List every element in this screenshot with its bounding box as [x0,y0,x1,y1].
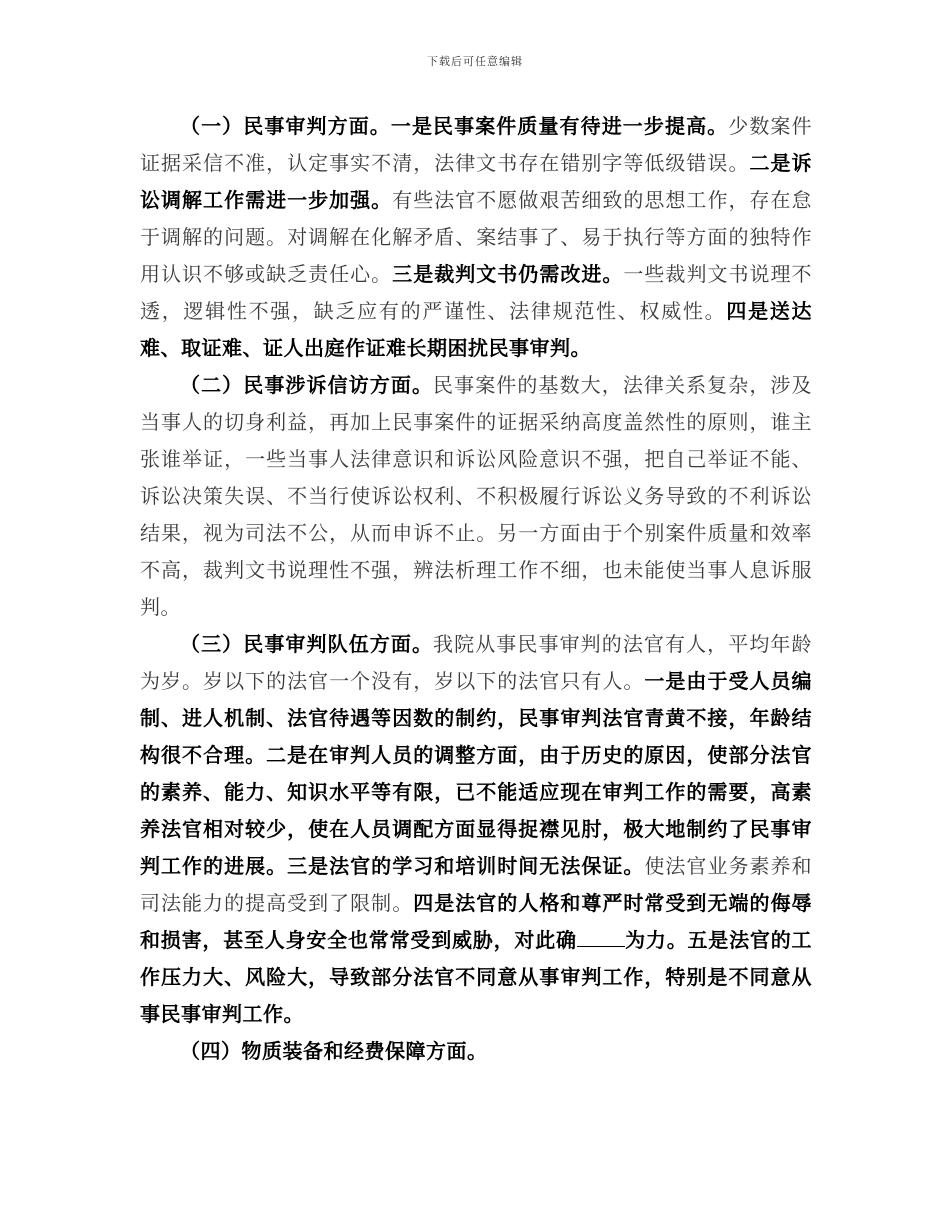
paragraph-equipment-funding [140,1033,812,1070]
paragraph-trial-team [140,626,812,1033]
bold-text: 三是裁判文书仍需改进。 [392,262,624,286]
bold-text: （二）民事涉诉信访方面。 [180,373,434,397]
bold-text: （四）物质装备和经费保障方面。 [180,1039,488,1063]
bold-text: 四是送达难、取证难、证人出庭作证难长期困扰民事审判。 [140,299,813,360]
bold-text: 四是法官的人格和尊严时常受到无端的侮辱和损害，甚至人身安全也常常受到威胁，对此确 [140,891,813,952]
bold-text: 二是诉讼调解工作需进一步加强。 [140,151,813,212]
body-text: 少数案件证据采信不准，认定事实不清，法律文书存在错别字等低级错误。 [140,114,813,175]
document-body [140,108,812,1070]
page-header: 下载后可任意编辑 [427,55,523,68]
paragraph-petition-letters [140,367,812,626]
body-text: 使法官业务素养和司法能力的提高受到了限制。 [140,854,813,915]
fill-in-blank [577,928,625,947]
bold-text: 为力。五是法官的工作压力大、风险大，导致部分法官不同意从事审判工作，特别是不同意从事民事审判工作。 [140,928,813,1026]
body-text: 一些裁判文书说理不透，逻辑性不强，缺乏应有的严谨性、法律规范性、权威性。 [140,262,813,323]
bold-text: （三）民事审判队伍方面。 [180,632,434,656]
bold-text: 一是由于受人员编制、进人机制、法官待遇等因数的制约，民事审判法官青黄不接，年龄结构很不合理。二是在审判人员的调整方面，由于历史的原因，使部分法官的素养、能力、知识水平等有限，已不能适应现在审判工作的需要，高素养法官相对较少，使在人员调配方面显得捉襟见肘，极大地制约了民事审判工作的进展。三是法官的学习和培训时间无法保证。 [140,669,813,878]
body-text: 民事案件的基数大，法律关系复杂，涉及当事人的切身利益，再加上民事案件的证据采纳高度盖然性的原则，谁主张谁举证，一些当事人法律意识和诉讼风险意识不强，把自己举证不能、诉讼决策失误、不当行使诉讼权利、不积极履行诉讼义务导致的不利诉讼结果，视为司法不公，从而申诉不止。另一方面由于个别案件质量和效率不高，裁判文书说理性不强，辨法析理工作不细，也未能使当事人息诉服判。 [140,373,813,619]
body-text: 有些法官不愿做艰苦细致的思想工作，存在怠于调解的问题。对调解在化解矛盾、案结事了、易于执行等方面的独特作用认识不够或缺乏责任心。 [140,188,813,286]
bold-text: （一）民事审判方面。一是民事案件质量有待进一步提高。 [180,114,729,138]
paragraph-civil-trial [140,108,812,367]
body-text: 我院从事民事审判的法官有人，平均年龄为岁。岁以下的法官一个没有，岁以下的法官只有人。 [140,632,813,693]
